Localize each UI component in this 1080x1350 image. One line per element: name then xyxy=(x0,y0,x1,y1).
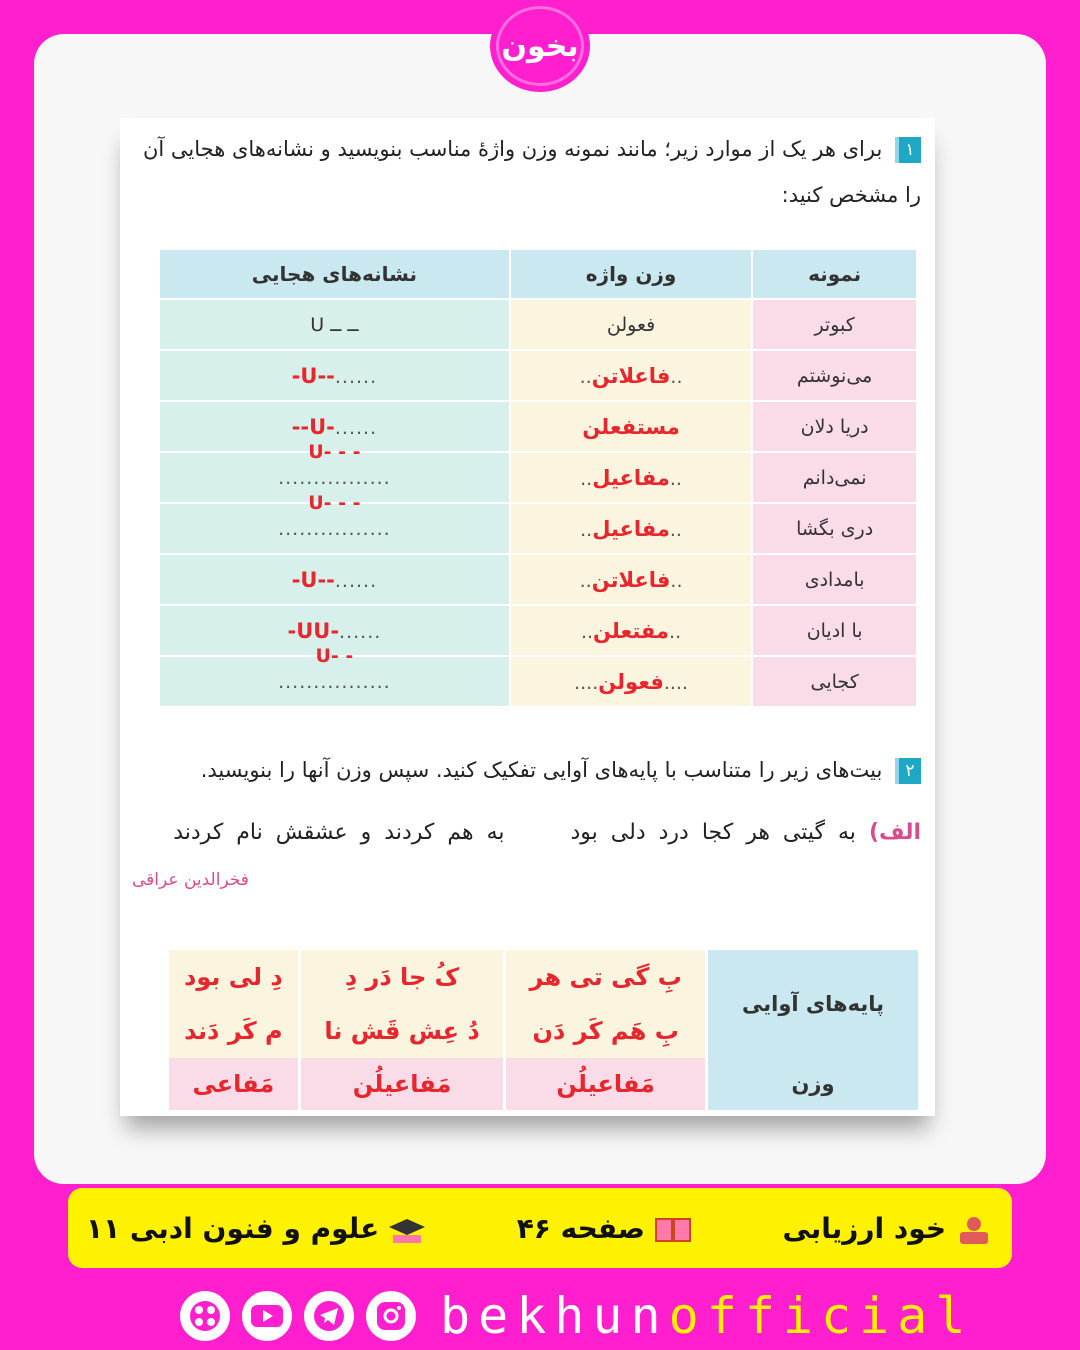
sample-cell: کجایی xyxy=(753,657,916,706)
aparat-icon[interactable] xyxy=(180,1291,230,1341)
weight-cell: ..فاعلاتن.. xyxy=(511,555,751,604)
foot-cell: دِ لی بود xyxy=(169,950,298,1004)
marks-cell: U- - ................ xyxy=(160,657,509,706)
table-row xyxy=(160,657,916,706)
header-weight: وزن xyxy=(708,1058,918,1110)
table-row xyxy=(160,300,916,349)
hemistich-2: به هم کردند و عشقش نام کردند xyxy=(173,820,505,845)
handwritten-answer: -UU- xyxy=(287,618,340,643)
header-marks: نشانه‌های هجایی xyxy=(160,250,509,298)
marks-cell xyxy=(160,300,509,349)
marks-cell: ......-U-- xyxy=(160,351,509,400)
hemistich-1: به گیتی هر کجا درد دلی بود xyxy=(570,820,856,845)
question-text: برای هر یک از موارد زیر؛ مانند نمونه وزن واژهٔ مناسب بنویسید و نشانه‌های هجایی آن را مشخص کنید: xyxy=(142,137,921,207)
weight-cell: مَفاعی xyxy=(169,1058,298,1110)
marks-value: U ــ ــ xyxy=(310,313,359,336)
handwritten-answer: U- - - xyxy=(308,492,361,514)
table-row xyxy=(169,950,918,1004)
sample-cell: نمی‌دانم xyxy=(753,453,916,502)
foot-cell: کُ جا دَر دِ xyxy=(301,950,504,1004)
info-bar xyxy=(68,1188,1012,1268)
marks-cell: U- - - ................ xyxy=(160,504,509,553)
table-row xyxy=(160,555,916,604)
header-feet: پایه‌های آوایی xyxy=(708,950,918,1058)
item-label: الف) xyxy=(868,820,921,845)
brand-handle: bekhunofficial xyxy=(440,1287,974,1345)
weight-cell: ..فاعلاتن.. xyxy=(511,351,751,400)
weight-cell: ....فعولن.... xyxy=(511,657,751,706)
youtube-icon[interactable] xyxy=(242,1291,292,1341)
book-icon xyxy=(653,1215,693,1245)
marks-cell: ......-U-- xyxy=(160,555,509,604)
sample-cell: بامدادی xyxy=(753,555,916,604)
sample-cell: می‌نوشتم xyxy=(753,351,916,400)
handwritten-answer: فاعلاتن xyxy=(591,567,671,592)
marks-cell: ......--U- xyxy=(160,402,509,451)
poem-verse xyxy=(131,820,921,845)
poet-name: فخرالدین عراقی xyxy=(132,870,249,890)
question-number: ۲ xyxy=(895,758,921,784)
weight-table xyxy=(158,248,918,708)
handwritten-answer: فاعلاتن xyxy=(591,363,671,388)
handwritten-answer: مفتعلن xyxy=(593,618,670,643)
handwritten-answer: مفاعیل xyxy=(592,516,670,541)
handwritten-answer: مستفعلن xyxy=(582,414,680,439)
header-sample: نمونه xyxy=(753,250,916,298)
foot-cell: بِ هَم کَر دَن xyxy=(506,1004,705,1058)
handwritten-answer: فعولن xyxy=(598,669,664,694)
graduation-cap-icon xyxy=(387,1215,427,1245)
page-label: صفحه ۴۶ xyxy=(517,1212,693,1245)
table-row xyxy=(169,1058,918,1110)
sample-cell: با ادیان xyxy=(753,606,916,655)
feet-table xyxy=(166,950,921,1110)
header-weight: وزن واژه xyxy=(511,250,751,298)
handwritten-answer: -U-- xyxy=(291,363,335,388)
handwritten-answer: -U-- xyxy=(291,567,335,592)
marks-cell: ......-UU- xyxy=(160,606,509,655)
foot-cell: بِ گی تی هر xyxy=(506,950,705,1004)
footer xyxy=(180,1288,973,1344)
handwritten-answer: U- - - xyxy=(308,441,361,463)
handwritten-answer: مفاعیل xyxy=(592,465,670,490)
self-eval-label: خود ارزیابی xyxy=(782,1212,994,1245)
instagram-icon[interactable] xyxy=(366,1291,416,1341)
marks-cell: U- - - ................ xyxy=(160,453,509,502)
sample-cell: کبوتر xyxy=(753,300,916,349)
question-1 xyxy=(131,126,921,218)
weight-cell: مَفاعیلُن xyxy=(301,1058,504,1110)
foot-cell: م کَر دَند xyxy=(169,1004,298,1058)
question-text: بیت‌های زیر را متناسب با پایه‌های آوایی تفکیک کنید. سپس وزن آنها را بنویسید. xyxy=(200,758,883,782)
weight-cell: ..مفاعیل.. xyxy=(511,504,751,553)
weight-cell: فعولن xyxy=(511,300,751,349)
table-row xyxy=(160,504,916,553)
weight-cell xyxy=(511,402,751,451)
question-2 xyxy=(131,758,921,784)
foot-cell: دُ عِش قَش نا xyxy=(301,1004,504,1058)
sample-cell: دریا دلان xyxy=(753,402,916,451)
weight-cell: ..مفاعیل.. xyxy=(511,453,751,502)
handwritten-answer: U- - xyxy=(315,645,354,667)
handwritten-answer: --U- xyxy=(291,414,335,439)
sample-cell: دری بگشا xyxy=(753,504,916,553)
question-number: ۱ xyxy=(895,137,921,163)
telegram-icon[interactable] xyxy=(304,1291,354,1341)
book-label: علوم و فنون ادبی ۱۱ xyxy=(86,1212,427,1245)
weight-cell: ..مفتعلن.. xyxy=(511,606,751,655)
table-row xyxy=(160,351,916,400)
teacher-icon xyxy=(954,1215,994,1245)
textbook-page xyxy=(120,118,935,1116)
weight-cell: مَفاعیلُن xyxy=(506,1058,705,1110)
bekhun-logo: بخون xyxy=(490,0,590,92)
